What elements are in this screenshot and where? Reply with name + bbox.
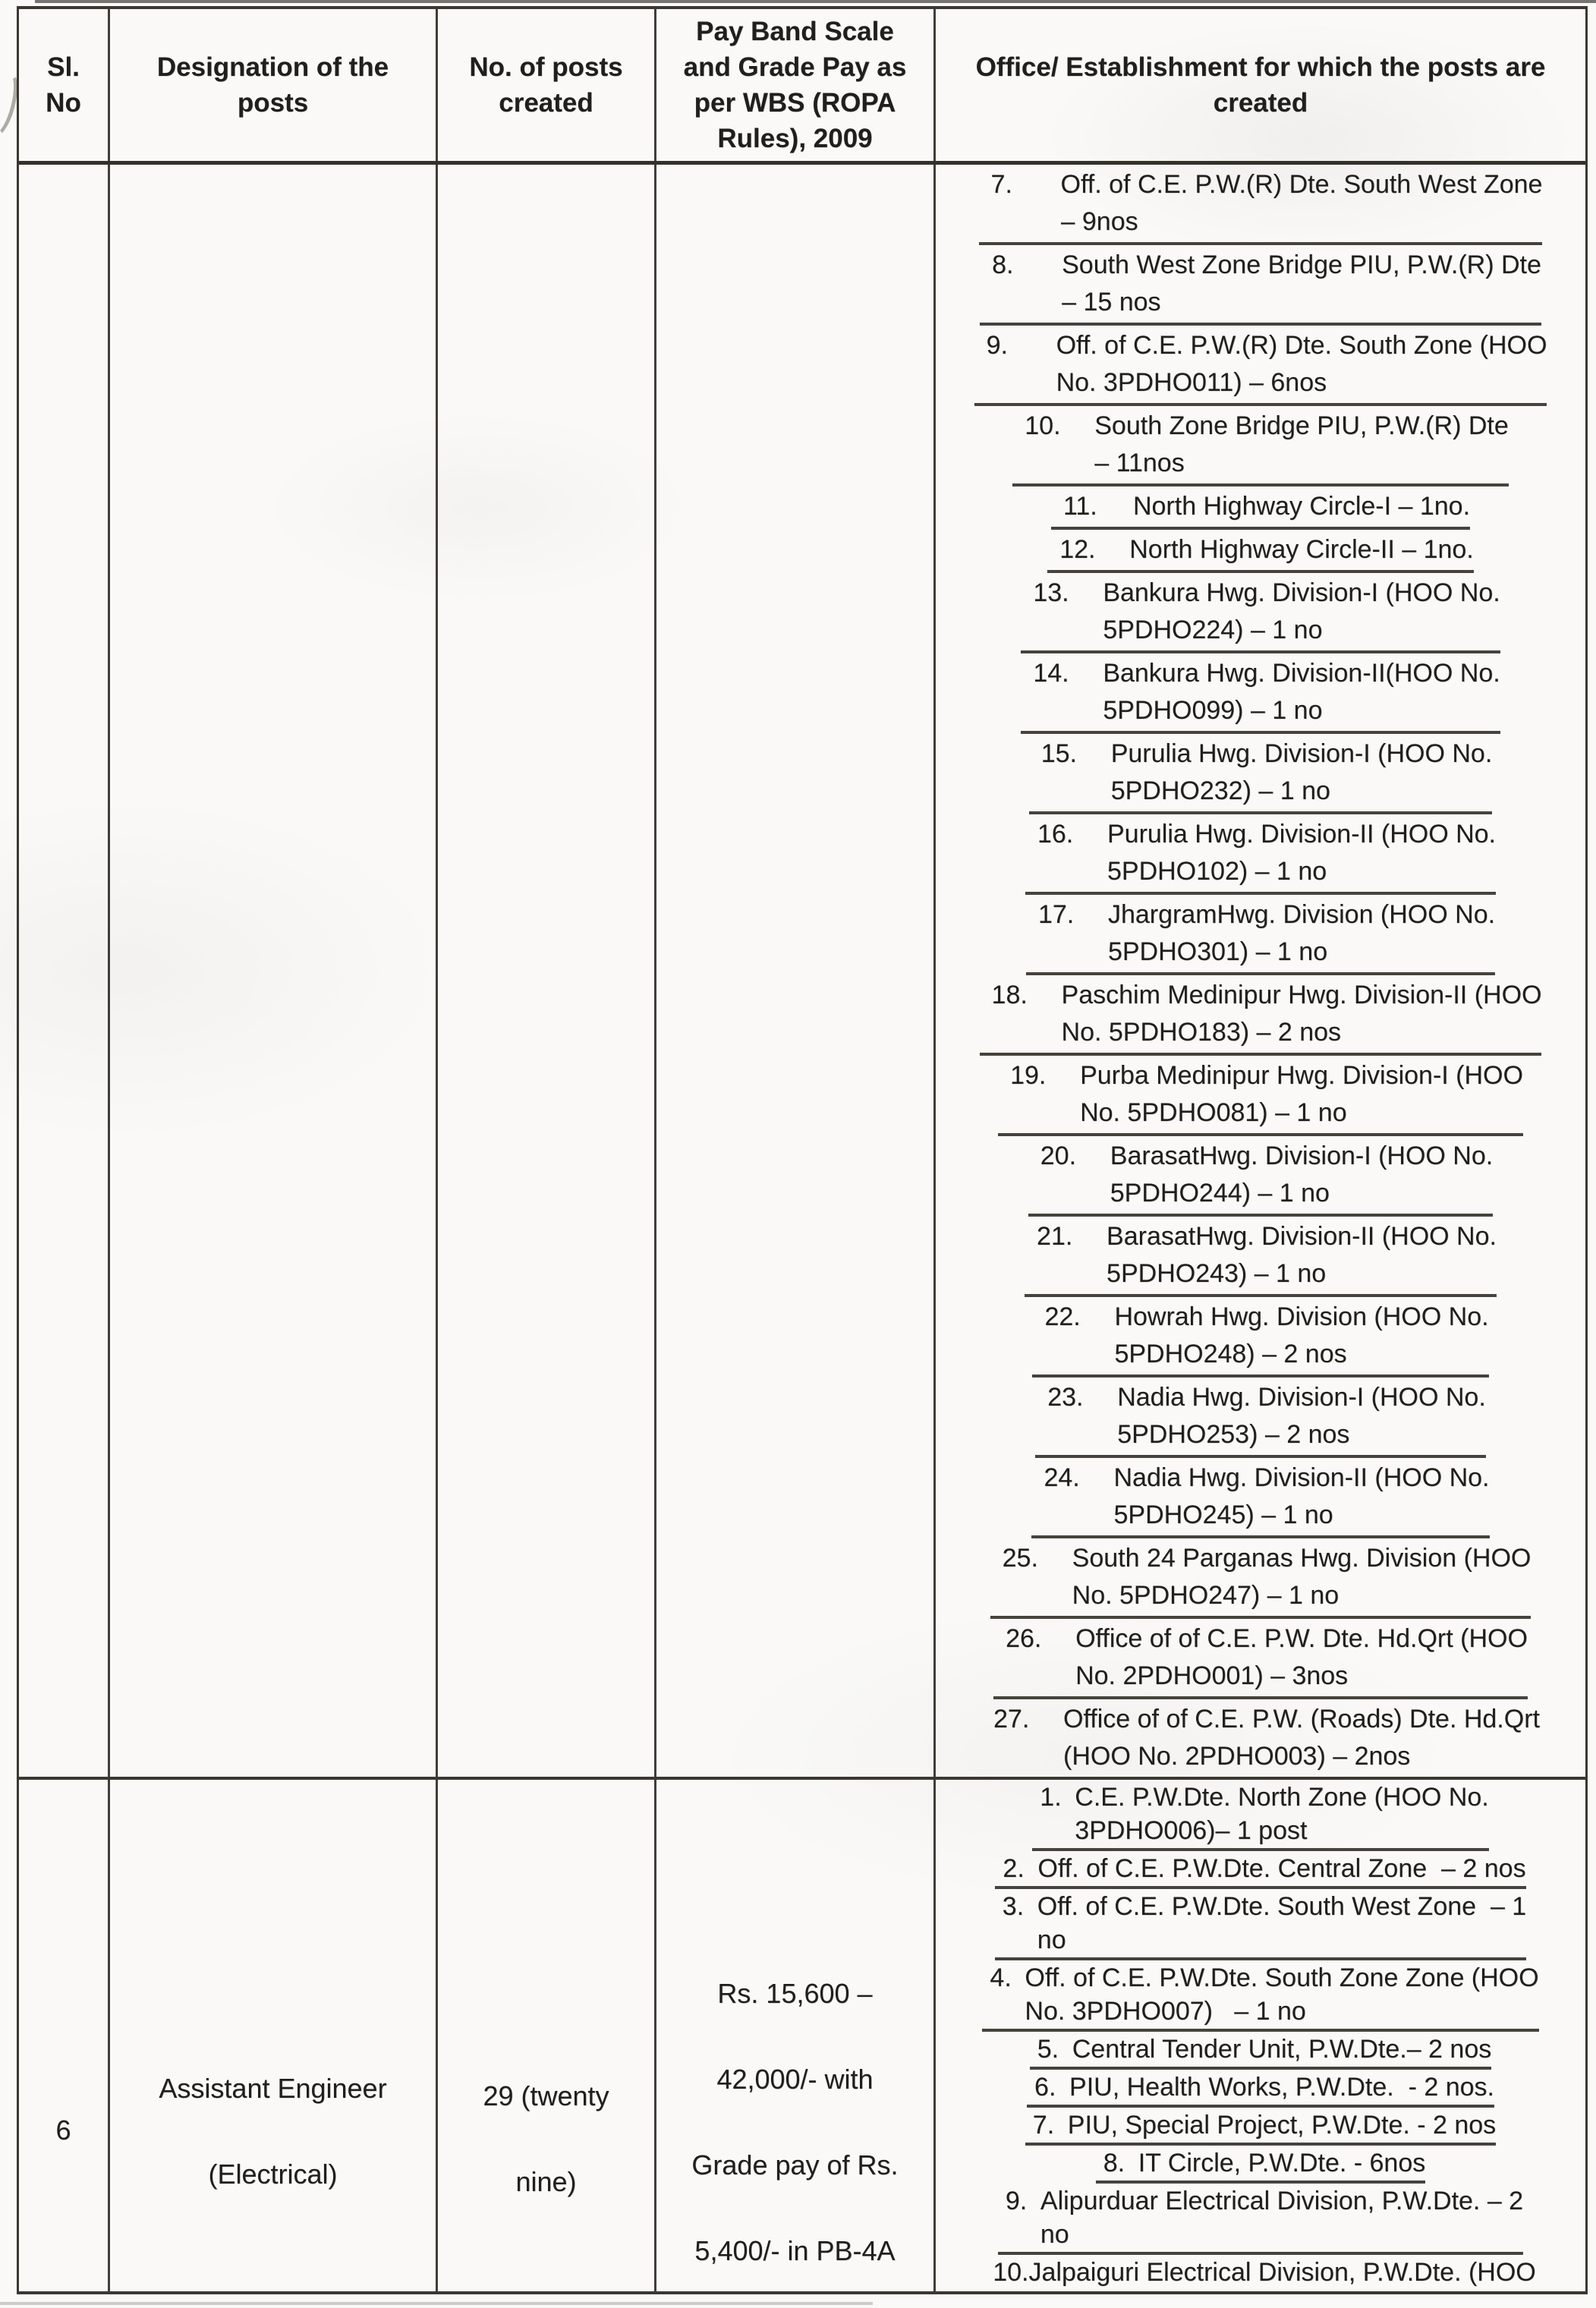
office-item-text: BarasatHwg. Division-II (HOO No. 5PDHO243) – 1 no xyxy=(1106,1222,1497,1288)
office-item xyxy=(1025,1217,1497,1297)
office-item-number: 7. xyxy=(990,170,1012,199)
office-list-row-6 xyxy=(936,1780,1585,2294)
office-item-number: 27. xyxy=(993,1705,1030,1733)
office-item xyxy=(1031,1458,1489,1538)
office-item-number: 24. xyxy=(1044,1463,1080,1492)
office-item-number: 18. xyxy=(991,981,1028,1009)
office-item xyxy=(985,2255,1536,2290)
office-item xyxy=(1026,895,1495,975)
office-item-text: Purba Medinipur Hwg. Division-I (HOO No. 5PDHO081) – 1 no xyxy=(1080,1061,1523,1127)
office-item-text: Central Tender Unit, P.W.Dte.– 2 nos xyxy=(1072,2035,1492,2064)
designation-value: Assistant Engineer (Electrical) xyxy=(159,2073,387,2190)
office-item xyxy=(1035,1378,1486,1458)
office-item-number: 1. xyxy=(1040,1783,1062,1812)
office-item-text: Nadia Hwg. Division-I (HOO No. 5PDHO253) – 2 nos xyxy=(1117,1383,1486,1449)
office-item xyxy=(998,1056,1523,1136)
office-item xyxy=(1032,1780,1488,1851)
office-item xyxy=(1051,486,1470,530)
office-item xyxy=(979,165,1543,245)
office-item-number: 9. xyxy=(1005,2187,1028,2215)
office-item-text: Paschim Medinipur Hwg. Division-II (HOO No. 5PDHO183) – 2 nos xyxy=(1061,981,1542,1047)
office-item xyxy=(1047,530,1474,573)
office-item-number: 8. xyxy=(1103,2149,1125,2177)
office-item-text: IT Circle, P.W.Dte. - 6nos xyxy=(1138,2149,1426,2177)
office-item-number: 10. xyxy=(993,2258,1029,2287)
office-item-text: PIU, Special Project, P.W.Dte. - 2 nos xyxy=(1067,2111,1497,2140)
office-item xyxy=(1028,1136,1493,1217)
office-item-text: Jalpaiguri Electrical Division, P.W.Dte. (HOO xyxy=(1028,2258,1536,2287)
office-item-text: Off. of C.E. P.W.Dte. South West Zone – 1 no xyxy=(1037,1892,1527,1954)
header-posts-created: No. of posts created xyxy=(438,9,656,161)
cell-designation-empty xyxy=(110,165,438,1777)
office-item-number: 23. xyxy=(1047,1383,1084,1412)
cell-posts-created-empty xyxy=(438,165,656,1777)
office-item-text: Bankura Hwg. Division-II(HOO No. 5PDHO099) – 1 no xyxy=(1103,659,1500,725)
office-item xyxy=(1029,734,1493,814)
office-item-number: 14. xyxy=(1033,659,1069,688)
office-item-text: Purulia Hwg. Division-I (HOO No. 5PDHO232) – 1 no xyxy=(1110,739,1493,805)
office-item-number: 25. xyxy=(1002,1544,1038,1573)
office-item-text: Howrah Hwg. Division (HOO No. 5PDHO248) – 2 nos xyxy=(1114,1302,1489,1368)
office-item xyxy=(974,326,1547,406)
office-item xyxy=(1025,2108,1496,2146)
office-item-text: Office of of C.E. P.W. Dte. Hd.Qrt (HOO No. 2PDHO001) – 3nos xyxy=(1075,1624,1528,1690)
office-item-number: 3. xyxy=(1002,1892,1025,1921)
office-item xyxy=(1030,2032,1491,2070)
office-item-text: North Highway Circle-II – 1no. xyxy=(1129,535,1474,564)
header-sl-no: Sl. No xyxy=(19,9,110,161)
pay-band-value: Rs. 15,600 – 42,000/- with Grade pay of Rs. 5,400/- in PB-4A xyxy=(691,1978,899,2266)
office-item xyxy=(1027,2070,1494,2108)
office-item-text: South West Zone Bridge PIU, P.W.(R) Dte – 15 nos xyxy=(1062,250,1541,316)
office-item xyxy=(1032,1297,1488,1378)
office-item-number: 8. xyxy=(992,250,1014,279)
cell-sl-no-empty xyxy=(19,165,110,1777)
cell-posts-created xyxy=(438,1780,656,2294)
office-item-number: 15. xyxy=(1040,739,1077,768)
sl-no-value: 6 xyxy=(55,2114,71,2146)
office-item xyxy=(1012,406,1509,486)
office-item xyxy=(1096,2146,1426,2184)
office-item-number: 19. xyxy=(1010,1061,1047,1090)
office-item xyxy=(980,975,1542,1056)
office-item-text: Alipurduar Electrical Division, P.W.Dte. – 2 no xyxy=(1040,2187,1524,2249)
office-item xyxy=(993,1619,1528,1699)
office-item-number: 21. xyxy=(1037,1222,1073,1251)
office-item-number: 7. xyxy=(1032,2111,1055,2140)
office-item-text: C.E. P.W.Dte. North Zone (HOO No. 3PDHO006)– 1 post xyxy=(1075,1783,1489,1845)
office-item xyxy=(1025,814,1496,895)
office-item-text: PIU, Health Works, P.W.Dte. - 2 nos. xyxy=(1069,2073,1494,2102)
table-header-row xyxy=(19,9,1585,165)
office-item-text: Off. of C.E. P.W.Dte. South Zone Zone (HOO No. 3PDHO007) – 1 no xyxy=(1025,1963,1539,2026)
posts-created-value: 29 (twenty nine) xyxy=(483,2080,609,2197)
office-item-number: 16. xyxy=(1037,820,1074,849)
table-row-continuation xyxy=(19,165,1585,1780)
office-item-text: Nadia Hwg. Division-II (HOO No. 5PDHO245) – 1 no xyxy=(1113,1463,1490,1529)
office-item-text: BarasatHwg. Division-I (HOO No. 5PDHO244) – 1 no xyxy=(1110,1141,1494,1208)
header-office-establishment: Office/ Establishment for which the posts are created xyxy=(975,52,1546,118)
posts-creation-table xyxy=(17,6,1588,2294)
office-item xyxy=(995,1851,1525,1889)
scan-edge-artifact-bottom xyxy=(0,2302,873,2305)
office-item-number: 9. xyxy=(986,331,1008,360)
office-item xyxy=(980,245,1541,326)
office-item-text: Off. of C.E. P.W.Dte. Central Zone – 2 nos xyxy=(1037,1854,1526,1883)
cell-designation xyxy=(110,1780,438,2294)
office-item xyxy=(990,1538,1531,1619)
office-item-number: 13. xyxy=(1033,578,1069,607)
office-item-text: North Highway Circle-I – 1no. xyxy=(1132,492,1471,521)
office-item-number: 11. xyxy=(1062,492,1097,521)
office-item-number: 10. xyxy=(1025,411,1061,440)
office-list-continuation xyxy=(936,165,1585,1777)
office-item-number: 26. xyxy=(1006,1624,1042,1653)
office-item xyxy=(1021,653,1500,734)
office-item-text: JhargramHwg. Division (HOO No. 5PDHO301) – 1 no xyxy=(1107,900,1496,966)
office-item-number: 20. xyxy=(1040,1141,1077,1170)
cell-pay-band-empty xyxy=(656,165,936,1777)
office-item-number: 4. xyxy=(990,1963,1012,1992)
office-item-text: Purulia Hwg. Division-II (HOO No. 5PDHO102) – 1 no xyxy=(1106,820,1496,886)
office-item-number: 6. xyxy=(1034,2073,1056,2102)
office-item xyxy=(1021,573,1500,653)
office-item-number: 5. xyxy=(1037,2035,1059,2064)
office-item xyxy=(981,1699,1540,1777)
office-item-number: 17. xyxy=(1037,900,1075,929)
office-item-number: 22. xyxy=(1044,1302,1081,1331)
office-item-number: 2. xyxy=(1003,1854,1025,1883)
table-row-6 xyxy=(19,1780,1585,2294)
cell-pay-band xyxy=(656,1780,936,2294)
office-item xyxy=(995,1889,1526,1960)
office-item-text: Bankura Hwg. Division-I (HOO No. 5PDHO224) – 1 no xyxy=(1103,578,1500,644)
office-item xyxy=(982,1960,1538,2032)
office-item-text: Off. of C.E. P.W.(R) Dte. South West Zone – 9nos xyxy=(1060,170,1543,236)
office-item xyxy=(998,2184,1523,2255)
office-item-text: Office of of C.E. P.W. (Roads) Dte. Hd.Qrt (HOO No. 2PDHO003) – 2nos xyxy=(1063,1705,1540,1771)
office-item-text: South Zone Bridge PIU, P.W.(R) Dte – 11nos xyxy=(1094,411,1509,477)
header-designation: Designation of the posts xyxy=(110,9,438,161)
scan-edge-artifact-top xyxy=(35,0,1596,3)
office-item-number: 12. xyxy=(1059,535,1096,564)
cell-sl-no xyxy=(19,1780,110,2294)
office-item-text: South 24 Parganas Hwg. Division (HOO No. 5PDHO247) – 1 no xyxy=(1072,1544,1531,1610)
office-item-text: Off. of C.E. P.W.(R) Dte. South Zone (HOO No. 3PDHO011) – 6nos xyxy=(1056,331,1547,397)
header-pay-band: Pay Band Scale and Grade Pay as per WBS (ROPA Rules), 2009 xyxy=(656,9,936,161)
